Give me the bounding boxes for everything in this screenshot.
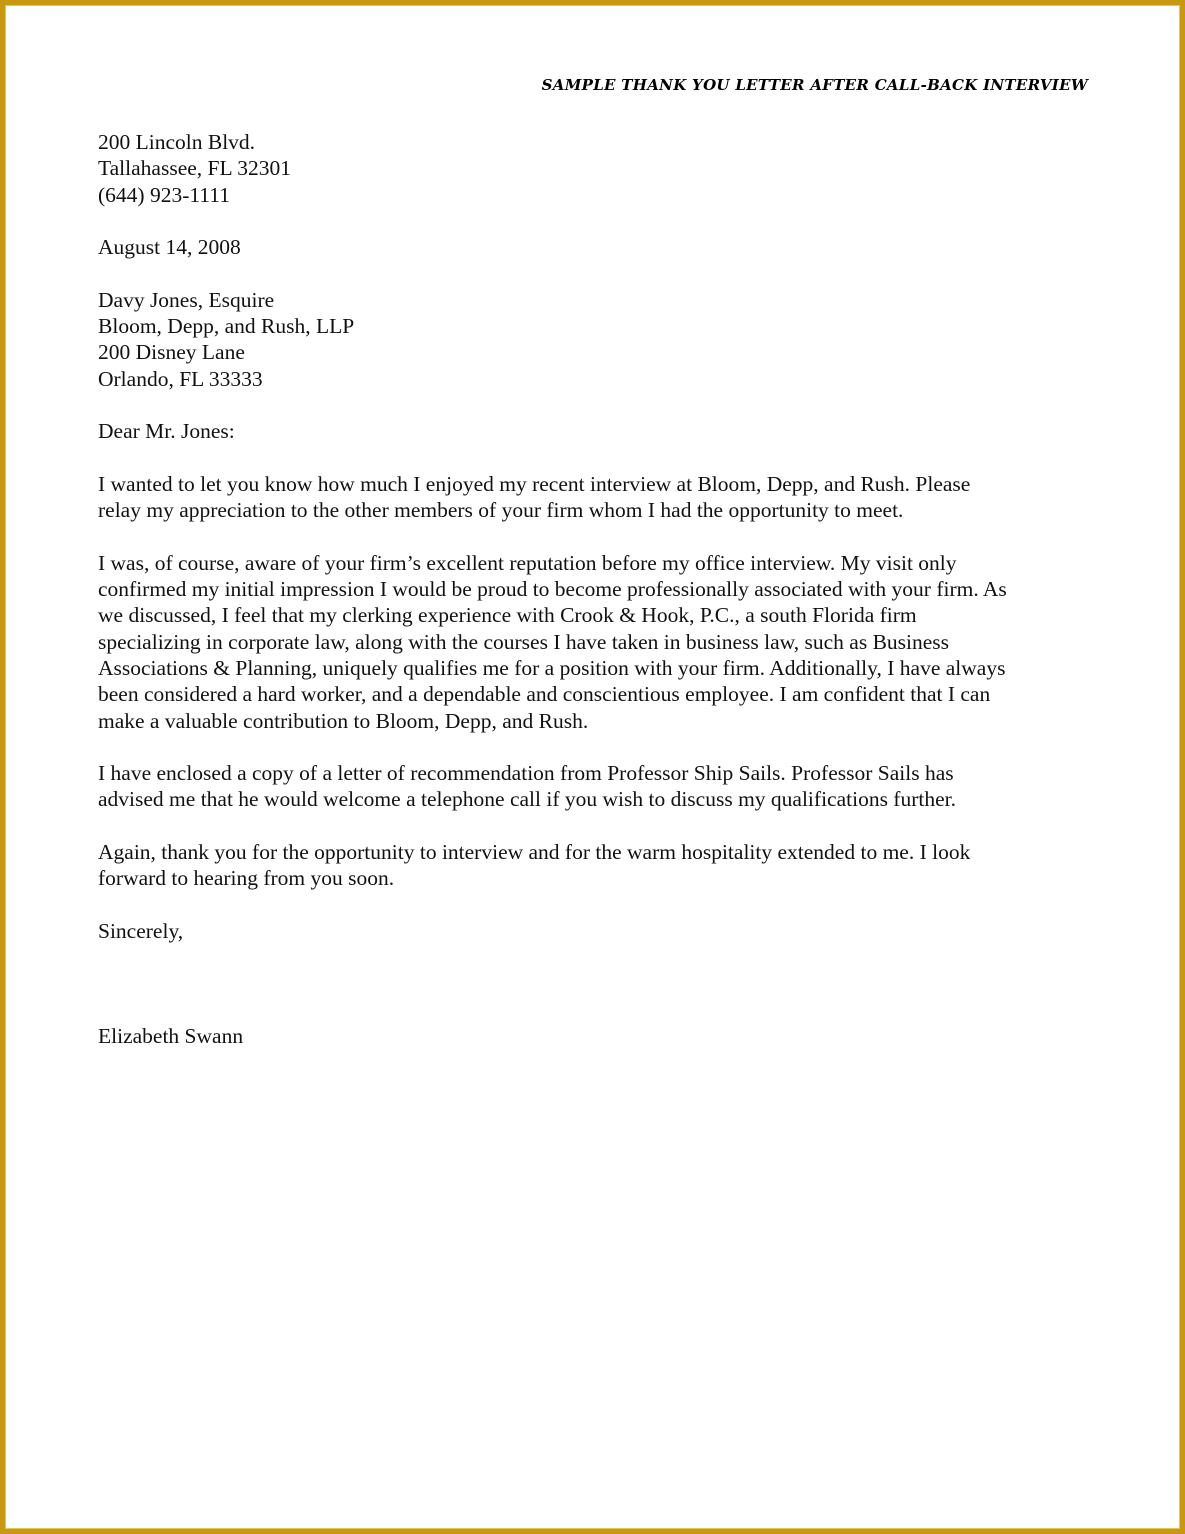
recipient-address-line: Bloom, Depp, and Rush, LLP xyxy=(98,314,355,339)
letter-heading: SAMPLE THANK YOU LETTER AFTER CALL-BACK INTERVIEW xyxy=(541,76,1088,94)
signature xyxy=(98,1023,1098,1049)
paragraph-line: Again, thank you for the opportunity to interview and for the warm hospitality extended to me. I look xyxy=(98,840,971,865)
paragraph-line: Associations & Planning, uniquely qualifies me for a position with your firm. Additionally, I have always xyxy=(98,655,1006,680)
paragraph-line: been considered a hard worker, and a dependable and conscientious employee. I am confident that I can xyxy=(98,682,991,707)
recipient-address-line: Davy Jones, Esquire xyxy=(98,287,275,312)
paragraph-line: specializing in corporate law, along with the courses I have taken in business law, such as Business xyxy=(98,629,950,654)
letter-date xyxy=(98,234,1098,260)
sender-address xyxy=(98,129,1098,208)
closing xyxy=(98,918,1098,944)
recipient-address-line: Orlando, FL 33333 xyxy=(98,366,263,391)
sender-address-line: (644) 923-1111 xyxy=(98,182,230,207)
paragraph-2 xyxy=(98,550,1098,734)
paragraph-4 xyxy=(98,839,1098,892)
paragraph-line: we discussed, I feel that my clerking experience with Crook & Hook, P.C., a south Florida firm xyxy=(98,603,917,628)
paragraph-line: confirmed my initial impression I would be proud to become professionally associated with your firm. As xyxy=(98,577,1007,602)
paragraph-line: advised me that he would welcome a telephone call if you wish to discuss my qualifications further. xyxy=(98,787,956,812)
recipient-address xyxy=(98,287,1098,392)
salutation-text: Dear Mr. Jones: xyxy=(98,419,235,444)
sender-address-line: 200 Lincoln Blvd. xyxy=(98,130,256,154)
date-text: August 14, 2008 xyxy=(98,235,241,260)
paragraph-line: I have enclosed a copy of a letter of recommendation from Professor Ship Sails. Professor Sails has xyxy=(98,761,954,786)
paragraph-line: I wanted to let you know how much I enjoyed my recent interview at Bloom, Depp, and Rush. Please xyxy=(98,471,971,496)
paragraph-line: I was, of course, aware of your firm’s excellent reputation before my office interview. My visit only xyxy=(98,550,957,575)
paragraph-3 xyxy=(98,760,1098,813)
letter-body xyxy=(98,129,1098,1076)
letter-page xyxy=(5,5,1180,1529)
recipient-address-line: 200 Disney Lane xyxy=(98,340,245,365)
salutation xyxy=(98,418,1098,444)
signature-name: Elizabeth Swann xyxy=(98,1024,244,1049)
paragraph-1 xyxy=(98,471,1098,524)
sender-address-line: Tallahassee, FL 32301 xyxy=(98,156,291,181)
paragraph-line: forward to hearing from you soon. xyxy=(98,866,395,891)
closing-text: Sincerely, xyxy=(98,918,184,943)
paragraph-line: relay my appreciation to the other members of your firm whom I had the opportunity to meet. xyxy=(98,498,904,523)
paragraph-line: make a valuable contribution to Bloom, Depp, and Rush. xyxy=(98,708,589,733)
